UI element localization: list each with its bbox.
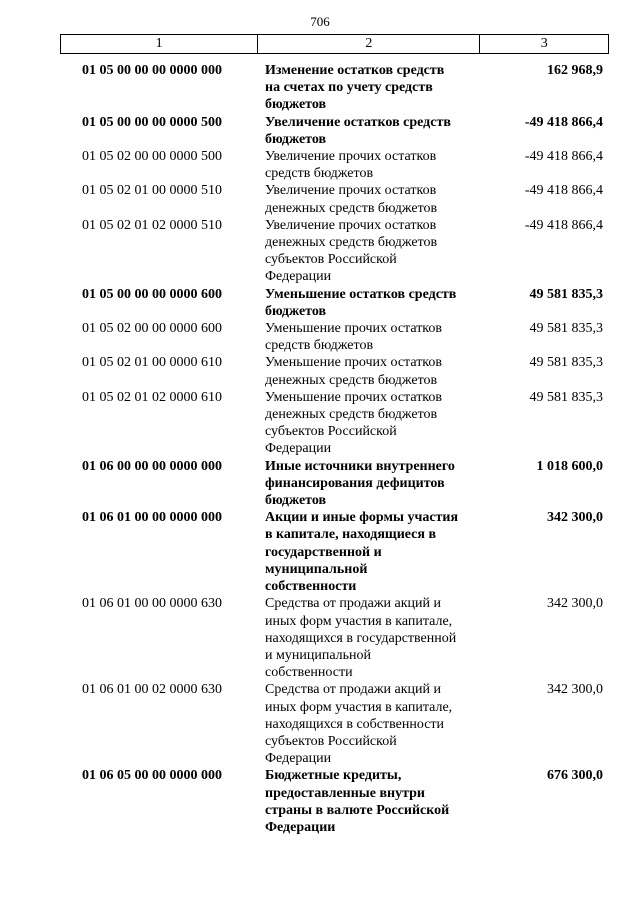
row-name: Увеличение прочих остатков средств бюджетов <box>265 149 437 182</box>
row-name: Средства от продажи акций и иных форм участия в капитале, находящихся в собственности субъектов Российской Федерации <box>265 682 453 767</box>
row-code: 01 06 01 00 00 0000 000 <box>82 510 222 526</box>
table-row <box>60 148 609 182</box>
row-name: Иные источники внутреннего финансирования дефицитов бюджетов <box>265 458 455 509</box>
page-number: 706 <box>310 14 330 29</box>
row-name: Увеличение прочих остатков денежных средств бюджетов субъектов Российской Федерации <box>265 217 438 285</box>
table-row <box>60 114 609 148</box>
row-amount: 49 581 835,3 <box>529 286 603 302</box>
row-amount: -49 418 866,4 <box>524 114 603 130</box>
row-code: 01 06 05 00 00 0000 000 <box>82 768 222 784</box>
row-amount: 676 300,0 <box>547 768 603 784</box>
table-row <box>60 389 609 458</box>
row-name: Увеличение остатков средств бюджетов <box>265 114 451 147</box>
row-amount: 49 581 835,3 <box>529 321 603 337</box>
row-amount: -49 418 866,4 <box>524 183 603 199</box>
row-name: Увеличение прочих остатков денежных средств бюджетов <box>265 183 438 216</box>
row-amount: 162 968,9 <box>547 63 603 78</box>
column-header-1: 1 <box>61 35 258 54</box>
row-amount: 49 581 835,3 <box>529 355 603 371</box>
table-row <box>60 767 609 836</box>
row-amount: -49 418 866,4 <box>524 217 603 233</box>
row-name: Акции и иные формы участия в капитале, находящиеся в государственной и муниципальной собственности <box>265 510 459 595</box>
column-header-row <box>61 35 609 54</box>
table-row <box>60 509 609 595</box>
row-code: 01 05 02 00 00 0000 500 <box>82 149 222 165</box>
row-amount: 1 018 600,0 <box>536 458 603 474</box>
column-header-2: 2 <box>258 35 480 54</box>
row-name: Изменение остатков средств на счетах по учету средств бюджетов <box>265 63 445 113</box>
row-code: 01 05 02 01 02 0000 510 <box>82 217 222 233</box>
table-row <box>60 182 609 216</box>
row-code: 01 05 02 01 00 0000 610 <box>82 355 222 371</box>
row-name: Уменьшение прочих остатков денежных средств бюджетов <box>265 355 443 388</box>
row-code: 01 06 01 00 00 0000 630 <box>82 596 222 612</box>
row-code: 01 05 00 00 00 0000 000 <box>82 63 222 78</box>
row-name: Средства от продажи акций и иных форм участия в капитале, находящихся в государственной и муниципальной собственности <box>265 596 457 681</box>
row-code: 01 06 01 00 02 0000 630 <box>82 682 222 698</box>
table-row <box>60 354 609 388</box>
table-row <box>60 458 609 510</box>
row-amount: 342 300,0 <box>547 596 603 612</box>
row-code: 01 05 02 01 00 0000 510 <box>82 183 222 199</box>
table-row <box>60 286 609 320</box>
row-amount: 49 581 835,3 <box>529 389 603 405</box>
table-row <box>60 681 609 767</box>
row-code: 01 05 00 00 00 0000 500 <box>82 114 222 130</box>
column-header-table <box>60 34 609 54</box>
row-code: 01 05 00 00 00 0000 600 <box>82 286 222 302</box>
row-amount: 342 300,0 <box>547 510 603 526</box>
table-row <box>60 320 609 354</box>
budget-table-body <box>60 62 609 836</box>
row-name: Уменьшение остатков средств бюджетов <box>265 286 457 319</box>
row-name: Бюджетные кредиты, предоставленные внутри страны в валюте Российской Федерации <box>265 768 450 835</box>
row-amount: -49 418 866,4 <box>524 149 603 165</box>
row-name: Уменьшение прочих остатков средств бюджетов <box>265 321 443 354</box>
row-code: 01 06 00 00 00 0000 000 <box>82 458 222 474</box>
row-amount: 342 300,0 <box>547 682 603 698</box>
table-row <box>60 217 609 286</box>
table-row <box>60 595 609 681</box>
row-code: 01 05 02 00 00 0000 600 <box>82 321 222 337</box>
column-header-3: 3 <box>480 35 609 54</box>
row-code: 01 05 02 01 02 0000 610 <box>82 389 222 405</box>
table-row <box>60 62 609 114</box>
row-name: Уменьшение прочих остатков денежных средств бюджетов субъектов Российской Федерации <box>265 389 443 457</box>
